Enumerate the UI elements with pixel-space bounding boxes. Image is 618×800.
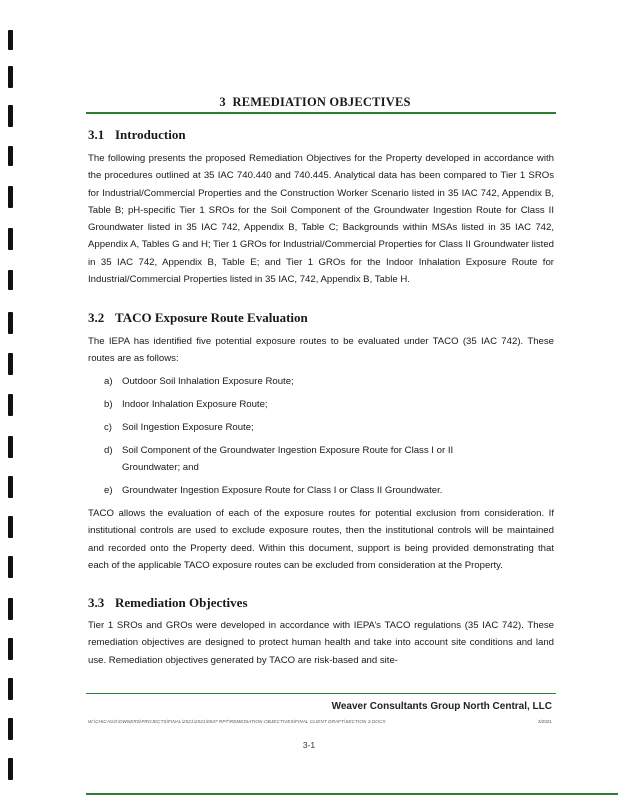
binder-mark — [8, 678, 13, 700]
binder-mark — [8, 312, 13, 334]
section-number: 3.2 — [88, 310, 105, 325]
text-line: been compared to Tier 1 SROs for Industrial/Commercial Properties and the Construction Worker — [88, 170, 555, 199]
objectives-paragraph — [88, 617, 554, 669]
list-marker: d) — [104, 445, 113, 456]
title-rule — [86, 112, 556, 114]
section-title: Remediation Objectives — [115, 595, 248, 610]
text-line: Properties listed in 35 IAC, 742, Appendix B, Table H. — [183, 274, 410, 286]
binder-mark — [8, 66, 13, 88]
list-marker: c) — [104, 422, 112, 433]
section-heading-taco — [88, 310, 308, 326]
list-item — [104, 482, 554, 499]
section-title: Introduction — [115, 127, 186, 142]
binder-mark — [8, 598, 13, 620]
binder-mark — [8, 186, 13, 208]
chapter-number: 3 — [219, 95, 226, 109]
list-item — [104, 373, 554, 390]
binder-mark — [8, 718, 13, 740]
binder-mark — [8, 146, 13, 166]
bottom-rule — [86, 793, 618, 795]
binder-mark — [8, 476, 13, 498]
list-item — [104, 396, 554, 413]
text-line: Scenario listed in 35 IAC 742, Appendix B, Table B; pH-specific Tier 1 SROs for the Soil Component — [88, 187, 554, 216]
list-item — [104, 442, 554, 477]
binder-mark — [8, 556, 13, 578]
binder-mark — [8, 638, 13, 660]
text-line: accordance with the procedures outlined at 35 IAC 740.440 and 740.445. Analytical data has — [88, 153, 554, 182]
text-line: for Industrial/Commercial Properties for Class II Groundwater listed in 35 IAC 742, Appendix B, — [88, 239, 555, 268]
text-line: of the Groundwater Ingestion Route for Class II Groundwater listed in 35 IAC 742, Appendix B, — [88, 204, 554, 234]
section-title: TACO Exposure Route Evaluation — [115, 310, 308, 325]
taco-closing-paragraph — [88, 505, 554, 574]
list-text: Soil Component of the Groundwater Ingestion Exposure Route for Class I or II — [122, 445, 454, 456]
text-line: is being provided demonstrating that each of the applicable TACO exposure routes can be — [88, 542, 554, 571]
chapter-title — [0, 95, 618, 110]
list-text: Indoor Inhalation Exposure Route; — [122, 399, 268, 410]
section-heading-introduction — [88, 127, 186, 143]
binder-mark — [8, 516, 13, 538]
text-line: Tier 1 SROs and GROs were developed in accordance with IEPA’s TACO regulations (35 IAC 742). — [88, 620, 524, 631]
text-line: Table E; and Tier 1 GROs for the Indoor Inhalation Exposure Route for Industrial/Commercial — [88, 256, 555, 286]
footer-company: Weaver Consultants Group North Central, LLC — [331, 701, 552, 712]
text-line: The IEPA has identified five potential exposure routes to be evaluated under TACO (35 IAC 742). — [88, 336, 524, 347]
list-marker: b) — [104, 399, 113, 410]
text-line: These routes are as follows: — [88, 336, 554, 365]
binder-mark — [8, 436, 13, 458]
footer-date: 3/2021 — [537, 719, 552, 724]
binder-mark — [8, 353, 13, 375]
taco-intro-paragraph — [88, 333, 554, 368]
list-marker: e) — [104, 485, 113, 496]
footer-rule — [86, 693, 556, 694]
section-number: 3.1 — [88, 127, 105, 142]
text-line: excluded from consideration at the Property. — [315, 559, 503, 571]
binder-mark — [8, 270, 13, 290]
text-line: These remediation objectives are designed to protect human health and take into account site — [88, 620, 554, 649]
binder-mark — [8, 758, 13, 780]
list-text: Groundwater Ingestion Exposure Route for Class I or Class II Groundwater. — [122, 485, 443, 496]
list-text: Groundwater; and — [122, 462, 199, 474]
binder-mark — [8, 30, 13, 50]
binder-mark — [8, 394, 13, 416]
list-marker: a) — [104, 376, 113, 387]
text-line: controls will be maintained and recorded onto the Property deed. Within this document, support — [88, 525, 554, 554]
text-line: Table C; Backgrounds within MSAs listed in 35 IAC 742, Appendix A, Tables G and H; Tier 1 GROs — [88, 222, 554, 251]
section-heading-objectives — [88, 595, 248, 611]
section-number: 3.3 — [88, 595, 105, 610]
footer-file-path: W:\CHICAGO\OWNERS\PROJECTS\FINAL\2021\2021\0047 RPT\REMEDIATION-OBJECTIVES\FINAL CLIENT DRAFT\SECTION 3.DOCX — [88, 719, 386, 724]
list-text: Soil Ingestion Exposure Route; — [122, 422, 254, 433]
text-line: consideration. If institutional controls are used to exclude exposure routes, then the institutional — [88, 508, 554, 537]
list-item — [104, 419, 554, 436]
introduction-paragraph — [88, 150, 554, 288]
chapter-title-text: REMEDIATION OBJECTIVES — [232, 95, 411, 109]
list-text: Outdoor Soil Inhalation Exposure Route; — [122, 376, 294, 387]
text-line: TACO allows the evaluation of each of the exposure routes for potential exclusion from — [88, 508, 480, 519]
page-number: 3-1 — [302, 740, 316, 750]
text-line: conditions and land use. Remediation objectives generated by TACO are risk-based and site- — [88, 637, 554, 666]
binder-mark — [8, 228, 13, 250]
text-line: The following presents the proposed Remediation Objectives for the Property developed in — [88, 153, 481, 164]
